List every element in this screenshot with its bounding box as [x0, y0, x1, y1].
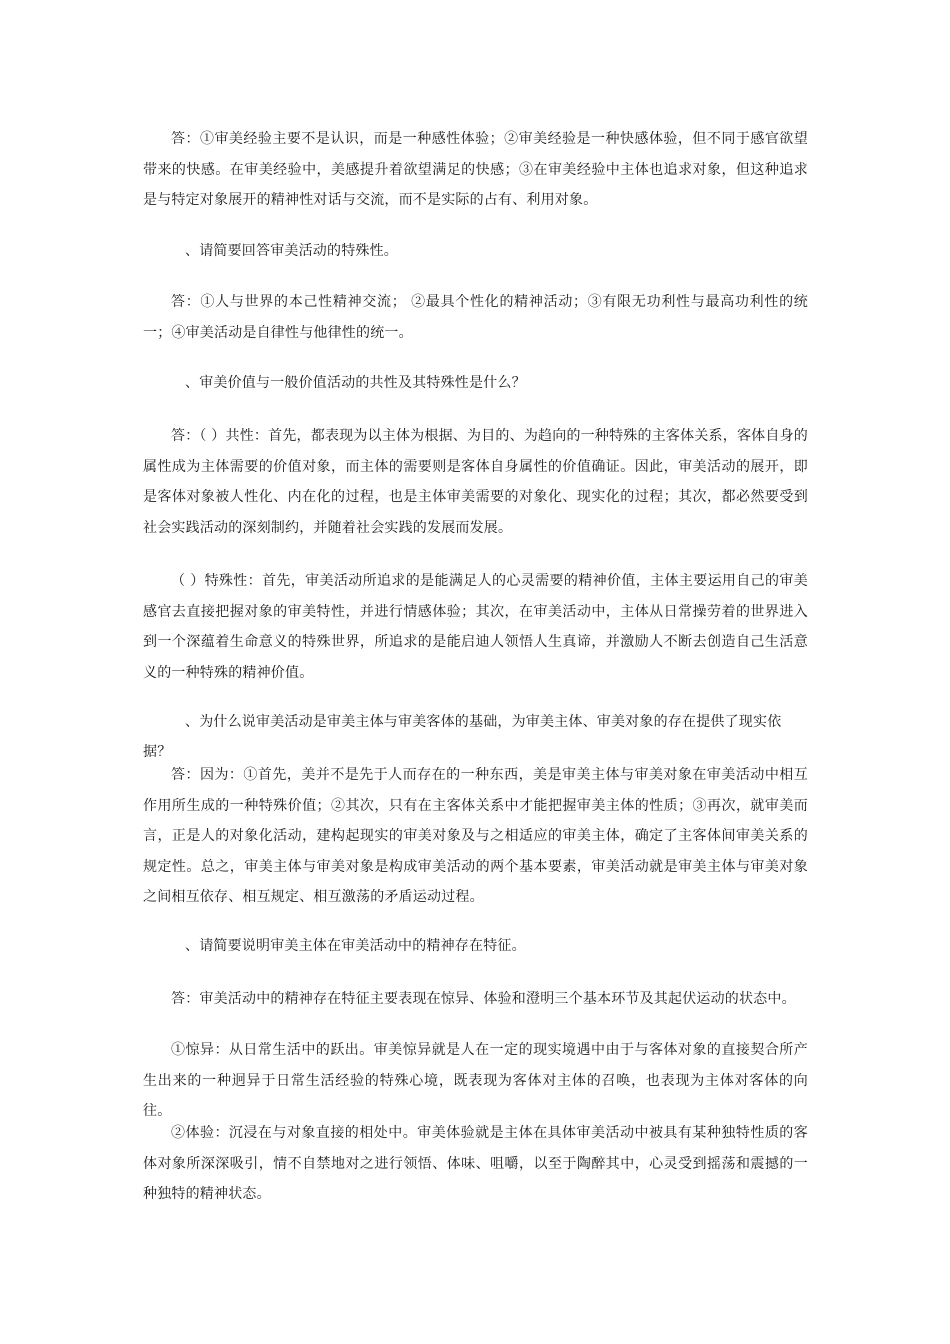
paragraph-wonder: ①惊异：从日常生活中的跃出。审美惊异就是人在一定的现实境遇中由于与客体对象的直接契合所产生出来的一种迥异于日常生活经验的特殊心境，既表现为客体对主体的召唤，也表现为主体对客体的向往。: [143, 1042, 808, 1119]
question-spiritual-existence: 、请简要说明审美主体在审美活动中的精神存在特征。: [185, 938, 526, 954]
question-particularity: 、请简要回答审美活动的特殊性。: [185, 243, 398, 259]
paragraph-experience: ②体验：沉浸在与对象直接的相处中。审美体验就是主体在具体审美活动中被具有某种独特性质的客体对象所深深吸引，情不自禁地对之进行领悟、体味、咀嚼，以至于陶醉其中，心灵受到摇荡和震撼的一种独特的精神状态。: [143, 1125, 808, 1202]
answer-paragraph-basis: 答：因为：①首先，美并不是先于人而存在的一种东西，美是审美主体与审美对象在审美活动中相互作用所生成的一种特殊价值；②其次，只有在主客体关系中才能把握审美主体的性质；③再次，就审美而言，正是人的对象化活动，建构起现实的审美对象及与之相适应的审美主体，确定了主客体间审美关系的规定性。总之，审美主体与审美对象是构成审美活动的两个基本要素，审美活动就是审美主体与审美对象之间相互依存、相互规定、相互激荡的矛盾运动过程。: [143, 767, 808, 905]
answer-paragraph-commonality: 答：（ ）共性：首先，都表现为以主体为根据、为目的、为趋向的一种特殊的主客体关系，客体自身的属性成为主体需要的价值对象，而主体的需要则是客体自身属性的价值确证。因此，审美活动的展开，即是客体对象被人性化、内在化的过程，也是主体审美需要的对象化、现实化的过程；其次，都必然要受到社会实践活动的深刻制约，并随着社会实践的发展而发展。: [143, 428, 808, 536]
answer-paragraph-particularity: 答：①人与世界的本己性精神交流； ②最具个性化的精神活动；③有限无功利性与最高功利性的统一；④审美活动是自律性与他律性的统一。: [143, 294, 808, 341]
question-aesthetic-value: 、审美价值与一般价值活动的共性及其特殊性是什么？: [185, 375, 526, 391]
question-aesthetic-activity-basis: 、为什么说审美活动是审美主体与审美客体的基础，为审美主体、审美对象的存在提供了现实依据？: [143, 714, 782, 760]
answer-paragraph-specificity: （ ）特殊性：首先，审美活动所追求的是能满足人的心灵需要的精神价值，主体主要运用自己的审美感官去直接把握对象的审美特性，并进行情感体验；其次，在审美活动中，主体从日常操劳着的世界进入到一个深蕴着生命意义的特殊世界，所追求的是能启迪人领悟人生真谛，并激励人不断去创造自己生活意义的一种特殊的精神价值。: [143, 573, 808, 681]
answer-paragraph-aesthetic-experience: 答：①审美经验主要不是认识，而是一种感性体验；②审美经验是一种快感体验，但不同于感官欲望带来的快感。在审美经验中，美感提升着欲望满足的快感；③在审美经验中主体也追求对象，但这种追求是与特定对象展开的精神性对话与交流，而不是实际的占有、利用对象。: [143, 131, 808, 208]
answer-paragraph-spiritual-existence: 答：审美活动中的精神存在特征主要表现在惊异、体验和澄明三个基本环节及其起伏运动的状态中。: [171, 991, 796, 1007]
